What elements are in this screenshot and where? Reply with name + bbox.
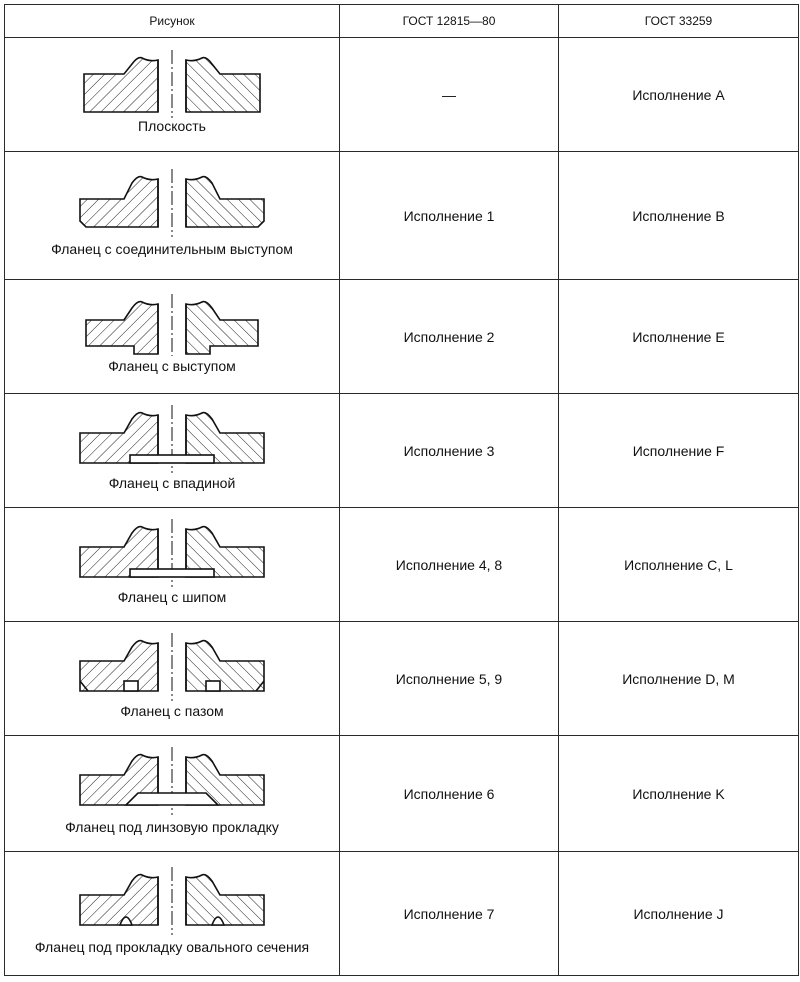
header-figure: Рисунок — [5, 5, 340, 38]
gost-33259-value: Исполнение B — [559, 152, 799, 280]
figure-cell — [5, 736, 340, 852]
gost-33259-value: Исполнение K — [559, 736, 799, 852]
flange-section-drawing — [72, 519, 272, 589]
figure-caption: Фланец под линзовую прокладку — [65, 819, 279, 835]
gost-12815-value: Исполнение 7 — [340, 852, 559, 976]
gost-12815-value: Исполнение 5, 9 — [340, 622, 559, 736]
header-gost-33259: ГОСТ 33259 — [559, 5, 799, 38]
flange-section-drawing — [72, 633, 272, 703]
figure-caption: Фланец с впадиной — [108, 475, 236, 491]
table-row — [5, 38, 799, 152]
table-row — [5, 280, 799, 394]
flange-section-drawing — [72, 50, 272, 118]
gost-33259-value: Исполнение F — [559, 394, 799, 508]
gost-12815-value: Исполнение 2 — [340, 280, 559, 394]
gost-33259-value: Исполнение D, M — [559, 622, 799, 736]
flange-section-drawing — [72, 405, 272, 475]
gost-12815-value: Исполнение 3 — [340, 394, 559, 508]
flange-section-drawing — [72, 169, 272, 241]
figure-cell — [5, 508, 340, 622]
flange-section-drawing — [72, 867, 272, 939]
table-row — [5, 152, 799, 280]
gost-12815-value: Исполнение 4, 8 — [340, 508, 559, 622]
gost-33259-value: Исполнение E — [559, 280, 799, 394]
table-row — [5, 736, 799, 852]
gost-12815-value: Исполнение 1 — [340, 152, 559, 280]
figure-cell — [5, 280, 340, 394]
gost-33259-value: Исполнение J — [559, 852, 799, 976]
figure-caption: Фланец под прокладку овального сечения — [34, 939, 310, 955]
figure-caption: Фланец с шипом — [117, 589, 227, 605]
figure-cell — [5, 38, 340, 152]
figure-caption: Фланец с пазом — [120, 703, 224, 719]
figure-caption: Плоскость — [138, 118, 206, 134]
figure-cell — [5, 622, 340, 736]
gost-33259-value: Исполнение A — [559, 38, 799, 152]
figure-cell — [5, 394, 340, 508]
flange-section-drawing — [72, 747, 272, 819]
table-row — [5, 852, 799, 976]
flange-section-drawing — [72, 294, 272, 358]
figure-caption: Фланец с соединительным выступом — [51, 241, 293, 257]
gost-33259-value: Исполнение C, L — [559, 508, 799, 622]
table-row — [5, 622, 799, 736]
figure-cell — [5, 852, 340, 976]
header-row — [5, 5, 799, 38]
gost-12815-value: — — [340, 38, 559, 152]
figure-cell — [5, 152, 340, 280]
table-row — [5, 508, 799, 622]
flange-comparison-table — [4, 4, 799, 976]
figure-caption: Фланец с выступом — [108, 358, 236, 374]
header-gost-12815: ГОСТ 12815—80 — [340, 5, 559, 38]
table-row — [5, 394, 799, 508]
gost-12815-value: Исполнение 6 — [340, 736, 559, 852]
